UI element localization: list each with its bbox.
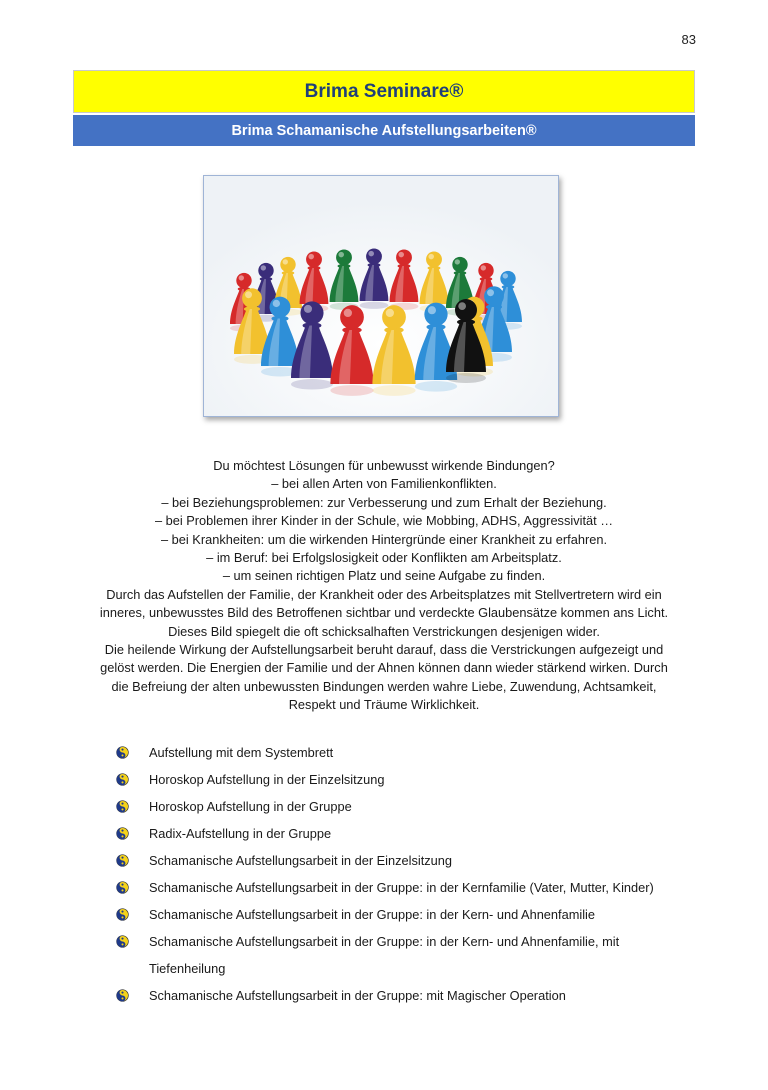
service-label-continuation: Tiefenheilung: [149, 961, 226, 976]
intro-line: gelöst werden. Die Energien der Familie und der Ahnen können dann wieder stärkend wirken. Durch: [100, 660, 668, 676]
game-figures-photo: [203, 175, 559, 417]
yin-yang-icon: [116, 854, 129, 867]
yin-yang-icon: [116, 881, 129, 894]
intro-line: – um seinen richtigen Platz und seine Aufgabe zu finden.: [222, 568, 546, 584]
intro-line: Durch das Aufstellen der Familie, der Krankheit oder des Arbeitsplatzes mit Stellvertretern wird ein: [106, 586, 662, 602]
service-item: [112, 766, 712, 793]
services-list: [112, 739, 712, 1009]
service-label: Schamanische Aufstellungsarbeit in der Gruppe: in der Kern- und Ahnenfamilie, mit: [149, 934, 620, 949]
service-label: Schamanische Aufstellungsarbeit in der Einzelsitzung: [149, 853, 453, 868]
page-number: 83: [681, 32, 696, 47]
service-label: Aufstellung mit dem Systembrett: [149, 745, 334, 760]
yin-yang-icon: [116, 935, 129, 948]
intro-line: – bei Krankheiten: um die wirkenden Hintergründe einer Krankheit zu erfahren.: [160, 531, 608, 547]
yin-yang-icon: [116, 746, 129, 759]
service-item: [112, 847, 712, 874]
service-item: [112, 739, 712, 766]
intro-line: – bei allen Arten von Familienkonflikten.: [271, 476, 497, 492]
yin-yang-icon: [116, 989, 129, 1002]
intro-line: Du möchtest Lösungen für unbewusst wirkende Bindungen?: [213, 458, 555, 473]
intro-line: – im Beruf: bei Erfolgslosigkeit oder Konflikten am Arbeitsplatz.: [206, 550, 562, 566]
service-label: Radix-Aufstellung in der Gruppe: [149, 826, 332, 841]
intro-line: Die heilende Wirkung der Aufstellungsarbeit beruht darauf, dass die Verstrickungen aufgezeigt und: [104, 642, 664, 658]
intro-line: – bei Beziehungsproblemen: zur Verbesserung und zum Erhalt der Beziehung.: [161, 494, 607, 510]
intro-line: inneres, unbewusstes Bild des Betroffenen sichtbar und verdeckte Glaubensätze kommen ans Licht.: [99, 605, 669, 621]
service-item: [112, 982, 712, 1009]
page-title: Brima Seminare®: [73, 70, 695, 113]
service-label: Schamanische Aufstellungsarbeit in der Gruppe: in der Kern- und Ahnenfamilie: [149, 907, 596, 922]
intro-line: die Befreiung der alten unbewussten Bindungen werden wahre Liebe, Zuwendung, Achtsamkeit,: [111, 678, 657, 694]
service-label: Horoskop Aufstellung in der Einzelsitzung: [149, 772, 385, 787]
intro-line: Dieses Bild spiegelt die oft schicksalhaften Verstrickungen desjenigen wider.: [168, 623, 600, 639]
game-figures-illustration: [204, 176, 558, 416]
yin-yang-icon: [116, 773, 129, 786]
service-item: [112, 901, 712, 928]
yin-yang-icon: [116, 800, 129, 813]
intro-text: [70, 457, 698, 715]
service-item: [112, 820, 712, 847]
intro-line: Respekt und Träume Wirklichkeit.: [288, 697, 480, 713]
service-label: Schamanische Aufstellungsarbeit in der Gruppe: mit Magischer Operation: [149, 988, 566, 1003]
intro-line: – bei Problemen ihrer Kinder in der Schule, wie Mobbing, ADHS, Aggressivität …: [154, 513, 614, 529]
service-label: Horoskop Aufstellung in der Gruppe: [149, 799, 352, 814]
page-subtitle: Brima Schamanische Aufstellungsarbeiten®: [73, 115, 695, 146]
service-item: [112, 928, 712, 982]
yin-yang-icon: [116, 908, 129, 921]
yin-yang-icon: [116, 827, 129, 840]
service-item: [112, 793, 712, 820]
service-label: Schamanische Aufstellungsarbeit in der Gruppe: in der Kernfamilie (Vater, Mutter, Kinder): [149, 880, 654, 895]
service-item: [112, 874, 712, 901]
